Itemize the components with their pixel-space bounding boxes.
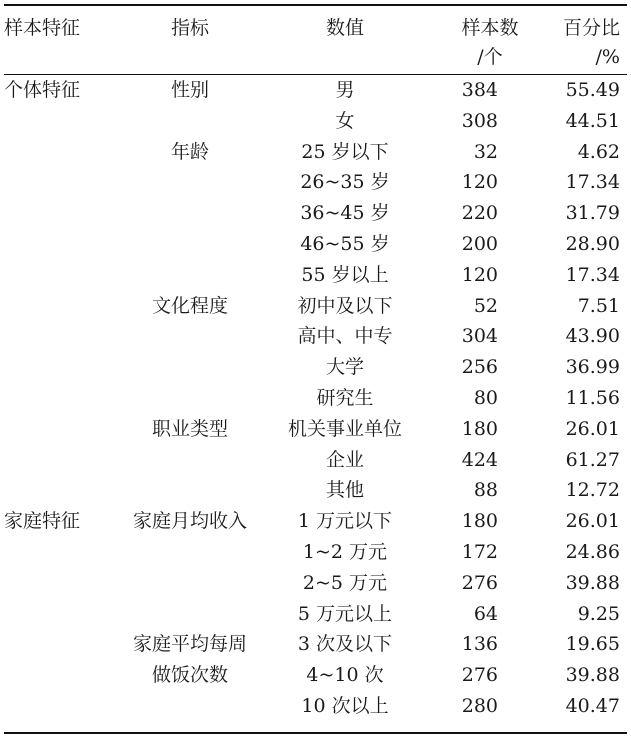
top-rule bbox=[4, 4, 627, 6]
row-sample-count: 304 bbox=[461, 325, 498, 347]
header-percentage-unit: /% bbox=[595, 46, 620, 68]
row-value: 1~2 万元 bbox=[302, 541, 388, 563]
row-sample-count: 180 bbox=[461, 418, 498, 440]
row-percentage: 40.47 bbox=[565, 695, 620, 717]
row-percentage: 17.34 bbox=[565, 264, 620, 286]
row-value: 36~45 岁 bbox=[300, 202, 390, 224]
header-percentage: 百分比 bbox=[562, 17, 620, 39]
row-value: 企业 bbox=[325, 449, 364, 471]
row-value: 3 次及以下 bbox=[297, 633, 393, 655]
row-sample-count: 256 bbox=[461, 356, 498, 378]
row-indicator: 家庭平均每周 bbox=[132, 633, 247, 655]
row-sample-count: 384 bbox=[461, 79, 498, 101]
row-value: 男 bbox=[335, 79, 355, 101]
row-percentage: 26.01 bbox=[565, 510, 620, 532]
row-value: 55 岁以上 bbox=[301, 264, 389, 286]
row-sample-feature: 家庭特征 bbox=[4, 510, 81, 532]
row-value: 机关事业单位 bbox=[287, 418, 402, 440]
row-sample-count: 220 bbox=[461, 202, 498, 224]
row-sample-feature: 个体特征 bbox=[4, 79, 81, 101]
row-sample-count: 180 bbox=[461, 510, 498, 532]
row-sample-count: 52 bbox=[473, 295, 498, 317]
row-value: 46~55 岁 bbox=[300, 233, 390, 255]
row-sample-count: 276 bbox=[461, 572, 498, 594]
row-sample-count: 120 bbox=[461, 264, 498, 286]
bottom-rule bbox=[4, 732, 627, 734]
row-value: 25 岁以下 bbox=[301, 141, 389, 163]
row-value: 4~10 次 bbox=[306, 664, 384, 686]
row-sample-count: 32 bbox=[473, 141, 498, 163]
row-percentage: 43.90 bbox=[565, 325, 620, 347]
row-sample-count: 308 bbox=[461, 110, 498, 132]
row-percentage: 55.49 bbox=[565, 79, 620, 101]
row-percentage: 19.65 bbox=[565, 633, 620, 655]
row-indicator: 性别 bbox=[170, 79, 209, 101]
row-percentage: 39.88 bbox=[565, 664, 620, 686]
row-value: 初中及以下 bbox=[297, 295, 393, 317]
row-sample-count: 276 bbox=[461, 664, 498, 686]
row-indicator: 做饭次数 bbox=[151, 664, 228, 686]
row-percentage: 61.27 bbox=[565, 449, 620, 471]
row-percentage: 9.25 bbox=[577, 603, 620, 625]
row-value: 大学 bbox=[325, 356, 364, 378]
row-value: 高中、中专 bbox=[297, 325, 393, 347]
row-value: 5 万元以上 bbox=[297, 603, 393, 625]
row-value: 26~35 岁 bbox=[300, 171, 390, 193]
row-value: 1 万元以下 bbox=[297, 510, 393, 532]
header-rule bbox=[4, 74, 627, 75]
row-value: 10 次以上 bbox=[301, 695, 389, 717]
row-indicator: 年龄 bbox=[170, 141, 209, 163]
row-percentage: 44.51 bbox=[565, 110, 620, 132]
row-sample-count: 172 bbox=[461, 541, 498, 563]
row-percentage: 11.56 bbox=[565, 387, 620, 409]
row-percentage: 36.99 bbox=[565, 356, 620, 378]
row-percentage: 24.86 bbox=[565, 541, 620, 563]
row-sample-count: 280 bbox=[461, 695, 498, 717]
row-sample-count: 136 bbox=[461, 633, 498, 655]
row-percentage: 7.51 bbox=[577, 295, 620, 317]
header-sample-count-unit: /个 bbox=[477, 46, 503, 68]
row-value: 其他 bbox=[325, 479, 364, 501]
row-indicator: 职业类型 bbox=[151, 418, 228, 440]
row-value: 2~5 万元 bbox=[302, 572, 388, 594]
row-sample-count: 120 bbox=[461, 171, 498, 193]
row-percentage: 12.72 bbox=[565, 479, 620, 501]
header-value: 数值 bbox=[325, 17, 364, 39]
row-percentage: 39.88 bbox=[565, 572, 620, 594]
row-sample-count: 64 bbox=[473, 603, 498, 625]
row-percentage: 17.34 bbox=[565, 171, 620, 193]
row-percentage: 31.79 bbox=[565, 202, 620, 224]
row-percentage: 4.62 bbox=[577, 141, 620, 163]
row-indicator: 家庭月均收入 bbox=[132, 510, 247, 532]
row-sample-count: 88 bbox=[473, 479, 498, 501]
row-value: 研究生 bbox=[316, 387, 374, 409]
row-percentage: 26.01 bbox=[565, 418, 620, 440]
header-indicator: 指标 bbox=[170, 17, 209, 39]
header-sample-feature: 样本特征 bbox=[4, 17, 81, 39]
row-sample-count: 80 bbox=[473, 387, 498, 409]
row-sample-count: 424 bbox=[461, 449, 498, 471]
row-sample-count: 200 bbox=[461, 233, 498, 255]
row-value: 女 bbox=[335, 110, 355, 132]
header-sample-count: 样本数 bbox=[461, 17, 519, 39]
row-indicator: 文化程度 bbox=[151, 295, 228, 317]
row-percentage: 28.90 bbox=[565, 233, 620, 255]
